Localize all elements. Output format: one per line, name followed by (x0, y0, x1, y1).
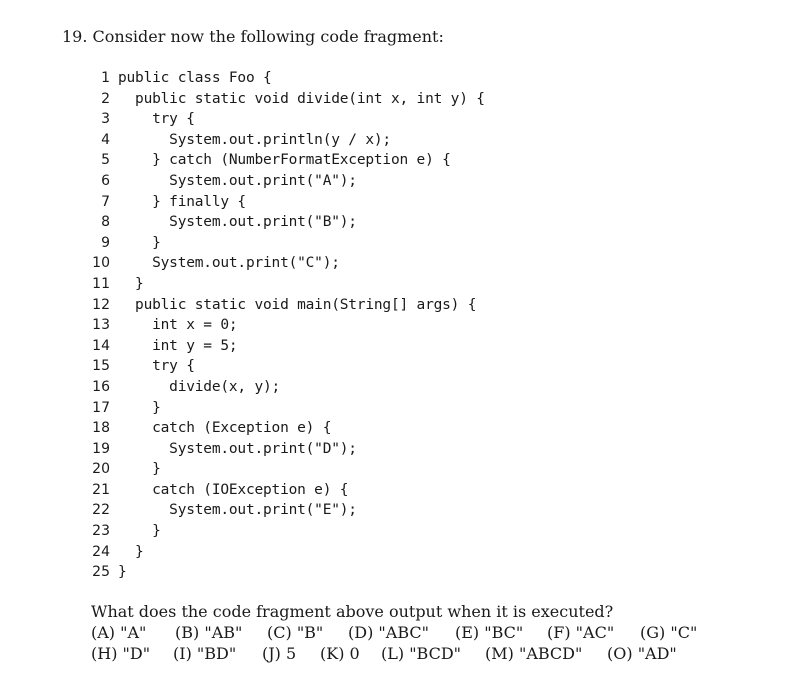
question-prompt: What does the code fragment above output when it is executed? (91, 602, 614, 621)
answer-option: (G) "C" (640, 623, 698, 642)
code-text: public class Foo { (118, 70, 272, 86)
line-number: 14 (92, 337, 110, 354)
code-text: } catch (NumberFormatException e) { (118, 152, 451, 169)
code-text: } (118, 461, 161, 478)
code-text: } finally { (118, 193, 246, 210)
code-line (90, 68, 730, 89)
code-text: catch (IOException e) { (118, 481, 349, 498)
code-text: } (118, 523, 161, 540)
line-number: 10 (92, 255, 110, 272)
line-number: 7 (101, 193, 110, 210)
answer-option: (D) "ABC" (348, 623, 429, 642)
answer-option: (F) "AC" (547, 623, 615, 642)
answer-option: (C) "B" (267, 623, 324, 642)
code-line (90, 562, 730, 583)
code-text: } (118, 399, 161, 416)
code-text: int y = 5; (118, 337, 238, 354)
line-number: 18 (92, 420, 110, 437)
code-line (90, 377, 730, 398)
code-line (90, 356, 730, 377)
answer-options-row-1 (91, 623, 771, 643)
code-line (90, 542, 730, 563)
answer-option: (B) "AB" (175, 623, 243, 642)
line-number: 16 (92, 378, 110, 395)
code-text: divide(x, y); (118, 378, 281, 395)
code-line (90, 500, 730, 521)
line-number: 15 (92, 358, 110, 375)
code-text: System.out.print("B"); (118, 214, 357, 231)
answer-option: (M) "ABCD" (485, 644, 583, 663)
answer-option: (L) "BCD" (381, 644, 462, 663)
code-line (90, 295, 730, 316)
answer-option: (H) "D" (91, 644, 151, 663)
line-number: 9 (101, 234, 110, 251)
code-line (90, 109, 730, 130)
code-text: } (118, 564, 127, 581)
code-text: System.out.println(y / x); (118, 131, 391, 148)
line-number: 19 (92, 440, 110, 457)
answer-option: (O) "AD" (607, 644, 677, 663)
code-line (90, 336, 730, 357)
line-number: 1 (101, 70, 110, 86)
code-text: System.out.print("C"); (118, 255, 340, 272)
code-line (90, 418, 730, 439)
code-listing (90, 68, 730, 583)
code-text: try { (118, 111, 195, 128)
line-number: 17 (92, 399, 110, 416)
line-number: 22 (92, 502, 110, 519)
code-text: System.out.print("A"); (118, 172, 357, 189)
answer-option: (A) "A" (91, 623, 147, 642)
code-text: System.out.print("D"); (118, 440, 357, 457)
line-number: 6 (101, 172, 110, 189)
code-text: } (118, 543, 144, 560)
line-number: 12 (92, 296, 110, 313)
line-number: 11 (92, 275, 110, 292)
answer-option: (J) 5 (262, 644, 297, 663)
line-number: 3 (101, 111, 110, 128)
code-text: public static void divide(int x, int y) { (118, 90, 485, 107)
code-line (90, 398, 730, 419)
line-number: 24 (92, 543, 110, 560)
code-text: System.out.print("E"); (118, 502, 357, 519)
code-line (90, 233, 730, 254)
answer-option: (I) "BD" (173, 644, 237, 663)
answer-option: (E) "BC" (455, 623, 524, 642)
line-number: 23 (92, 523, 110, 540)
line-number: 5 (101, 152, 110, 169)
answer-options-row-2 (91, 644, 771, 664)
line-number: 2 (101, 90, 110, 107)
code-text: public static void main(String[] args) { (118, 296, 477, 313)
code-line (90, 480, 730, 501)
code-line (90, 192, 730, 213)
code-line (90, 521, 730, 542)
question-title: 19. Consider now the following code fragment: (62, 27, 444, 46)
code-line (90, 315, 730, 336)
code-line (90, 459, 730, 480)
line-number: 4 (101, 131, 110, 148)
code-line (90, 212, 730, 233)
code-line (90, 439, 730, 460)
answer-option: (K) 0 (320, 644, 360, 663)
code-text: try { (118, 358, 195, 375)
code-line (90, 274, 730, 295)
code-line (90, 253, 730, 274)
code-line (90, 130, 730, 151)
line-number: 25 (92, 564, 110, 581)
code-line (90, 89, 730, 110)
code-text: } (118, 234, 161, 251)
line-number: 20 (92, 461, 110, 478)
line-number: 21 (92, 481, 110, 498)
code-line (90, 171, 730, 192)
code-line (90, 150, 730, 171)
code-text: catch (Exception e) { (118, 420, 332, 437)
code-text: int x = 0; (118, 317, 238, 334)
line-number: 13 (92, 317, 110, 334)
line-number: 8 (101, 214, 110, 231)
code-text: } (118, 275, 144, 292)
